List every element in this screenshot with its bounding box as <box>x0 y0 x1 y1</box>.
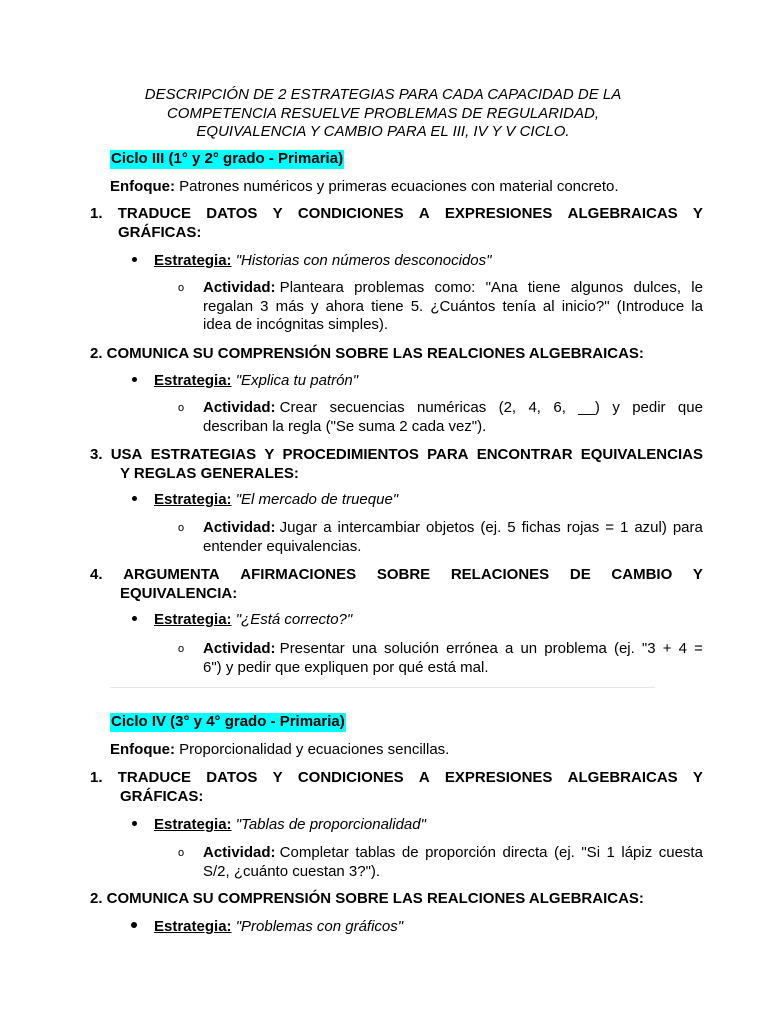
heading-word: TRADUCE <box>117 769 192 786</box>
activity-word: problema <box>544 640 607 657</box>
cycle-3-heading: Ciclo III (1° y 2° grado - Primaria) <box>111 150 344 167</box>
activity-word: más <box>275 297 304 315</box>
activity-word: regalan <box>203 297 254 315</box>
heading-word: EXPRESIONES <box>444 769 553 786</box>
sub-bullet-icon: o <box>178 847 185 859</box>
activity-body <box>203 519 703 556</box>
activity-body <box>203 844 703 881</box>
heading-word: ARGUMENTA <box>123 566 220 583</box>
activity-label: Actividad: <box>203 844 276 861</box>
sub-bullet-icon: o <box>178 522 185 534</box>
heading-word: DE <box>569 566 591 583</box>
heading-word: EXPRESIONES <box>444 205 553 222</box>
capacity-line <box>90 446 703 465</box>
activity-word: idea de incógnitas simples). <box>203 316 389 333</box>
heading-word: 1. <box>90 769 103 786</box>
activity-word: secuencias <box>329 399 405 416</box>
heading-word: Y <box>272 769 283 786</box>
activity-word: Actividad: Presentar <box>203 640 345 657</box>
activity-word: (2, <box>498 399 517 416</box>
activity-word: que <box>677 399 703 416</box>
activity-word: una <box>351 640 377 657</box>
activity-word: lápiz <box>621 844 653 861</box>
activity-word: 1 <box>606 844 615 861</box>
activity-label: Actividad: <box>203 399 276 416</box>
activity-word: al <box>542 297 555 315</box>
heading-word: ENCONTRAR <box>476 446 573 463</box>
activity-body <box>203 399 703 436</box>
activity-label: Actividad: <box>203 519 276 536</box>
heading-word: TRADUCE <box>117 205 192 222</box>
heading-word: Y <box>692 769 703 786</box>
activity-word: errónea <box>446 640 498 657</box>
heading-word: DATOS <box>206 205 258 222</box>
heading-word: AFIRMACIONES <box>240 566 357 583</box>
activity-word: azul) <box>634 519 667 536</box>
activity-line <box>203 519 703 538</box>
capacity-line: Y REGLAS GENERALES: <box>120 464 299 482</box>
capacity-line: GRÁFICAS: <box>118 223 202 241</box>
heading-word: A <box>418 205 430 222</box>
heading-word: DATOS <box>206 769 258 786</box>
activity-body <box>203 279 703 335</box>
c3-cap4-activity <box>178 640 703 677</box>
activity-word: y <box>612 399 620 416</box>
heading-word: CONDICIONES <box>297 205 404 222</box>
activity-word: cuesta <box>658 844 703 861</box>
heading-word: Y <box>692 205 703 222</box>
capacity-line <box>90 566 703 585</box>
heading-word: 4. <box>90 566 103 583</box>
enfoque-text: Patrones numéricos y primeras ecuaciones con material concreto. <box>179 178 619 195</box>
heading-word: SOBRE <box>376 566 431 583</box>
c4-capacity-1 <box>90 769 703 806</box>
activity-word: entender equivalencias. <box>203 537 362 555</box>
c3-cap2-activity <box>178 399 703 436</box>
bullet-icon <box>132 821 137 826</box>
activity-word: "Ana <box>485 279 518 296</box>
activity-body <box>203 640 703 677</box>
sub-bullet-icon: o <box>178 282 185 294</box>
activity-word: 1 <box>619 519 629 536</box>
c3-cap3-strategy <box>132 491 398 510</box>
activity-word: para <box>672 519 703 536</box>
c3-cap2-strategy <box>132 372 358 391</box>
activity-word: tiene <box>527 279 561 296</box>
heading-word: A <box>418 769 430 786</box>
enfoque-label: Enfoque: <box>110 178 175 195</box>
activity-word: y <box>311 297 319 315</box>
title-line: EQUIVALENCIA Y CAMBIO PARA EL III, IV Y V CICLO. <box>196 123 570 140</box>
activity-word: 6") y pedir que expliquen por qué está mal. <box>203 658 489 676</box>
activity-word: (ej. <box>554 844 575 861</box>
activity-word: como: <box>434 279 476 296</box>
activity-word: pedir <box>632 399 666 416</box>
strategy-label: Estrategia: <box>154 816 232 833</box>
activity-word: fichas <box>521 519 561 536</box>
title-line: COMPETENCIA RESUELVE PROBLEMAS DE REGULARIDAD, <box>166 104 600 122</box>
heading-word: Y <box>692 566 703 583</box>
c4-cap2-strategy <box>131 918 403 937</box>
activity-word: rojas <box>566 519 600 536</box>
enfoque-text: Proporcionalidad y ecuaciones sencillas. <box>179 741 450 758</box>
activity-word: ¿Cuántos <box>430 297 496 315</box>
activity-word: __) <box>578 399 600 416</box>
sub-bullet-icon: o <box>178 643 185 655</box>
activity-word: algunos <box>570 279 624 296</box>
activity-word: solución <box>384 640 440 657</box>
activity-word: Actividad: Jugar <box>203 519 318 536</box>
capacity-line <box>90 769 703 788</box>
strategy-label: Estrategia: <box>154 372 232 389</box>
activity-word: tiene <box>371 297 404 315</box>
activity-word: tenía <box>502 297 536 315</box>
activity-word: intercambiar <box>337 519 421 536</box>
activity-word: de <box>401 844 419 861</box>
section-divider <box>110 687 655 688</box>
activity-word: S/2, ¿cuánto cuestan 3?"). <box>203 862 381 880</box>
activity-line <box>203 640 703 659</box>
strategy-name: "¿Está correcto?" <box>235 611 353 628</box>
strategy-label: Estrategia: <box>154 918 232 935</box>
c3-capacity-3 <box>90 446 703 483</box>
heading-word: CAMBIO <box>611 566 673 583</box>
c3-cap4-strategy <box>132 611 352 630</box>
activity-word: + <box>662 640 672 657</box>
activity-label: Actividad: <box>203 640 276 657</box>
c4-capacity-2 <box>90 890 703 909</box>
activity-word: 4, <box>528 399 541 416</box>
strategy-name: "Explica tu patrón" <box>235 372 359 389</box>
activity-word: = <box>694 640 703 657</box>
heading-word: CONDICIONES <box>297 769 404 786</box>
c3-capacity-2 <box>90 345 703 364</box>
activity-word: un <box>520 640 538 657</box>
activity-word: directa <box>502 844 548 861</box>
activity-line <box>203 279 703 298</box>
sub-bullet-icon: o <box>178 402 185 414</box>
cycle-3-enfoque <box>110 178 619 197</box>
strategy-label: Estrategia: <box>154 252 232 269</box>
bullet-icon <box>131 922 137 928</box>
c3-capacity-1 <box>90 205 703 242</box>
activity-line <box>203 659 703 678</box>
bullet-icon <box>132 377 137 382</box>
activity-word: 3 <box>260 297 269 315</box>
activity-line <box>203 316 703 335</box>
activity-word: = <box>605 519 614 536</box>
capacity-line: GRÁFICAS: <box>120 787 204 805</box>
strategy-label: Estrategia: <box>154 611 232 628</box>
activity-word: (Introduce <box>616 297 685 315</box>
activity-line <box>203 298 703 317</box>
activity-word: proporción <box>425 844 496 861</box>
capacity-line: 2. COMUNICA SU COMPRENSIÓN SOBRE LAS REALCIONES ALGEBRAICAS: <box>90 890 644 907</box>
strategy-name: "Problemas con gráficos" <box>235 918 404 935</box>
heading-word: 3. <box>90 446 103 463</box>
activity-word: objetos <box>426 519 475 536</box>
activity-word: ahora <box>325 297 364 315</box>
cycle-4-heading: Ciclo IV (3° y 4° grado - Primaria) <box>111 713 345 730</box>
activity-word: 4 <box>678 640 687 657</box>
heading-word: PARA <box>427 446 469 463</box>
activity-label: Actividad: <box>203 279 276 296</box>
activity-word: (ej. <box>480 519 502 536</box>
activity-word: tablas <box>355 844 396 861</box>
c4-cap1-activity <box>178 844 703 881</box>
strategy-name: "El mercado de trueque" <box>235 491 399 508</box>
activity-line <box>203 399 703 418</box>
activity-word: le <box>691 279 703 296</box>
activity-word: dulces, <box>633 279 682 296</box>
capacity-line <box>90 205 703 224</box>
heading-word: Y <box>264 446 275 463</box>
activity-word: a <box>323 519 332 536</box>
bullet-icon <box>132 496 137 501</box>
heading-word: ESTRATEGIAS <box>150 446 257 463</box>
heading-word: EQUIVALENCIAS <box>580 446 703 463</box>
activity-word: 5 <box>507 519 516 536</box>
capacity-line: EQUIVALENCIA: <box>120 584 238 602</box>
activity-word: Actividad: Completar <box>203 844 349 861</box>
title-line: DESCRIPCIÓN DE 2 ESTRATEGIAS PARA CADA CAPACIDAD DE LA <box>144 86 622 103</box>
heading-word: Y <box>272 205 283 222</box>
activity-word: (ej. <box>613 640 635 657</box>
document-title <box>110 86 656 142</box>
enfoque-label: Enfoque: <box>110 741 175 758</box>
heading-word: PROCEDIMIENTOS <box>282 446 419 463</box>
activity-word: "Si <box>581 844 601 861</box>
strategy-name: "Historias con números desconocidos" <box>235 252 492 269</box>
c3-cap1-activity <box>178 279 703 335</box>
activity-line <box>203 538 703 557</box>
c3-cap3-activity <box>178 519 703 556</box>
bullet-icon <box>132 616 137 621</box>
activity-word: numéricas <box>417 399 487 416</box>
strategy-label: Estrategia: <box>154 491 232 508</box>
heading-word: RELACIONES <box>450 566 550 583</box>
heading-word: ALGEBRAICAS <box>567 769 678 786</box>
activity-word: describan la regla ("Se suma 2 cada vez"). <box>203 417 487 435</box>
c3-capacity-4 <box>90 566 703 603</box>
heading-word: 1. <box>90 205 103 222</box>
strategy-name: "Tablas de proporcionalidad" <box>235 816 426 833</box>
activity-word: Actividad: Crear <box>203 399 318 416</box>
activity-word: a <box>505 640 514 657</box>
heading-word: ALGEBRAICAS <box>567 205 678 222</box>
activity-line <box>203 418 703 437</box>
activity-word: Actividad: Planteara <box>203 279 344 296</box>
activity-word: la <box>691 297 703 315</box>
cycle-4-enfoque <box>110 741 449 760</box>
activity-word: 5. <box>410 297 424 315</box>
activity-word: inicio?" <box>561 297 610 315</box>
c4-cap1-strategy <box>132 816 426 835</box>
activity-word: 6, <box>553 399 566 416</box>
activity-word: problemas <box>354 279 425 296</box>
activity-word: "3 <box>641 640 656 657</box>
activity-line <box>203 863 703 882</box>
activity-line <box>203 844 703 863</box>
capacity-line: 2. COMUNICA SU COMPRENSIÓN SOBRE LAS REALCIONES ALGEBRAICAS: <box>90 345 644 362</box>
c3-cap1-strategy <box>132 252 491 271</box>
heading-word: USA <box>110 446 143 463</box>
bullet-icon <box>132 257 137 262</box>
